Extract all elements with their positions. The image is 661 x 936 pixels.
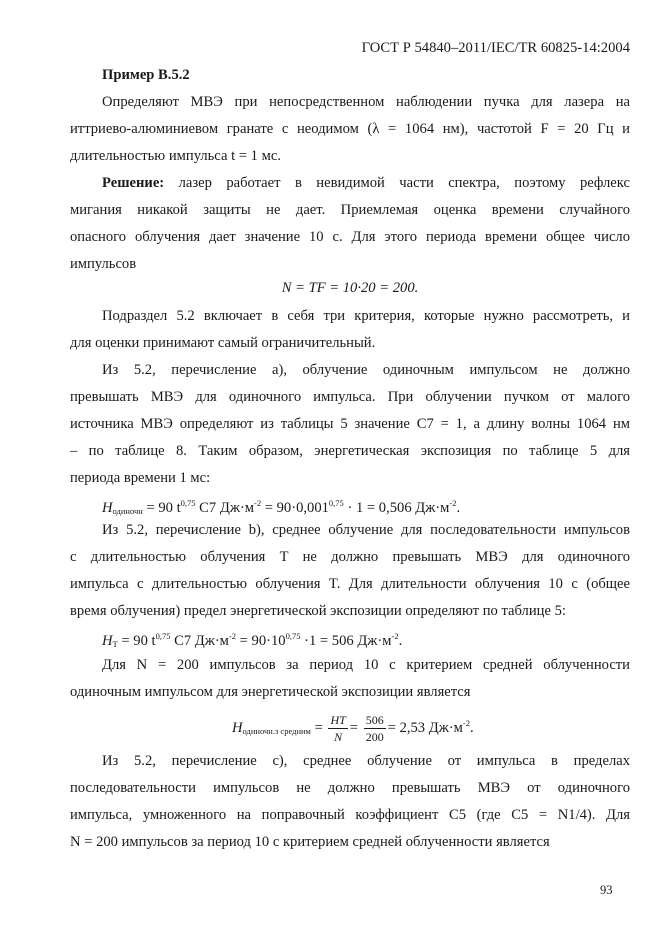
paragraph-line: Для N = 200 импульсов за период 10 с критерием средней облученности: [102, 657, 630, 673]
paragraph-line: превышать МВЭ для одиночного импульса. При облучении пучком от малого: [70, 389, 630, 405]
paragraph-line: – по таблице 8. Таким образом, энергетическая экспозиция по таблице 5 для: [70, 443, 630, 459]
document-header: ГОСТ Р 54840–2011/IEC/TR 60825-14:2004: [361, 40, 630, 56]
paragraph-line: время облучения) предел энергетической экспозиции определяют по таблице 5:: [70, 603, 566, 619]
paragraph-line: иттриево-алюминиевом гранате с неодимом (λ = 1064 нм), частотой F = 20 Гц и: [70, 121, 630, 137]
paragraph-line: длительностью импульса t = 1 мс.: [70, 148, 281, 164]
paragraph-line: источника МВЭ определяют из таблицы 5 значение C7 = 1, а длину волны 1064 нм: [70, 416, 630, 432]
fraction-506-over-200: $\frac{506}{200}$: [365, 713, 384, 745]
page-number: 93: [600, 883, 613, 897]
formula-average: $H_{одиночн.з средним}$ = $\frac{HT}{N}$ = $\frac{506}{200}$ = 2,53 $Дж\cdot м^{-2}$.: [232, 713, 474, 745]
formula-ht: $H_T = 90$ $t^{0,75}$ C7 $Дж\cdot м^{-2} = 90\cdot 10^{0,75} \cdot 1 = 506$ $Дж\cdot м^{-2}$.: [102, 631, 403, 649]
paragraph-line: Подраздел 5.2 включает в себя три критерия, которые нужно рассмотреть, и: [102, 308, 630, 324]
paragraph-line: для оценки принимают самый ограничительный.: [70, 335, 376, 351]
solution-label: Решение:: [102, 175, 165, 191]
formula-single-pulse: $H_{одиночн} = 90$ $t^{0,75}$ C7 $Дж\cdot м^{-2} = 90\cdot 0,001^{0,75} \cdot 1 = 0,506$ $Дж\cdot м^{-2}$.: [102, 498, 461, 516]
paragraph-line: импульсов: [70, 256, 137, 272]
paragraph-line: Из 5.2, перечисление а), облучение одиночным импульсом не должно: [102, 362, 630, 378]
solution-line: [102, 174, 630, 192]
paragraph-line: Из 5.2, перечисление b), среднее облучение для последовательности импульсов: [102, 522, 630, 538]
paragraph-line: мигания никакой защиты не дает. Приемлемая оценка времени случайного: [70, 202, 630, 218]
paragraph-line: импульса, умноженного на поправочный коэффициент C5 (где C5 = N1/4). Для: [70, 807, 630, 823]
formula-n: N = TF = 10·20 = 200.: [281, 280, 419, 296]
paragraph-line: импульса с длительностью облучения T. Для длительности облучения 10 с (общее: [70, 576, 630, 592]
example-title: Пример В.5.2: [102, 67, 190, 83]
paragraph-line: последовательности импульсов не должно превышать МВЭ от одиночного: [70, 780, 630, 796]
paragraph-line: Из 5.2, перечисление с), среднее облучение от импульса в пределах: [102, 753, 630, 769]
paragraph-line: с длительностью облучения T не должно превышать МВЭ для одиночного: [70, 549, 630, 565]
solution-text: лазер работает в невидимой части спектра, поэтому рефлекс: [178, 175, 630, 191]
paragraph-line: Определяют МВЭ при непосредственном наблюдении пучка для лазера на: [102, 94, 630, 110]
paragraph-line: опасного облучения дает значение 10 с. Для этого периода времени общее число: [70, 229, 630, 245]
paragraph-line: N = 200 импульсов за период 10 с критерием средней облученности является: [70, 834, 550, 850]
fraction-ht-over-n: $\frac{HT}{N}$: [330, 713, 346, 745]
paragraph-line: периода времени 1 мс:: [70, 470, 211, 486]
paragraph-line: одиночным импульсом для энергетической экспозиции является: [70, 684, 471, 700]
